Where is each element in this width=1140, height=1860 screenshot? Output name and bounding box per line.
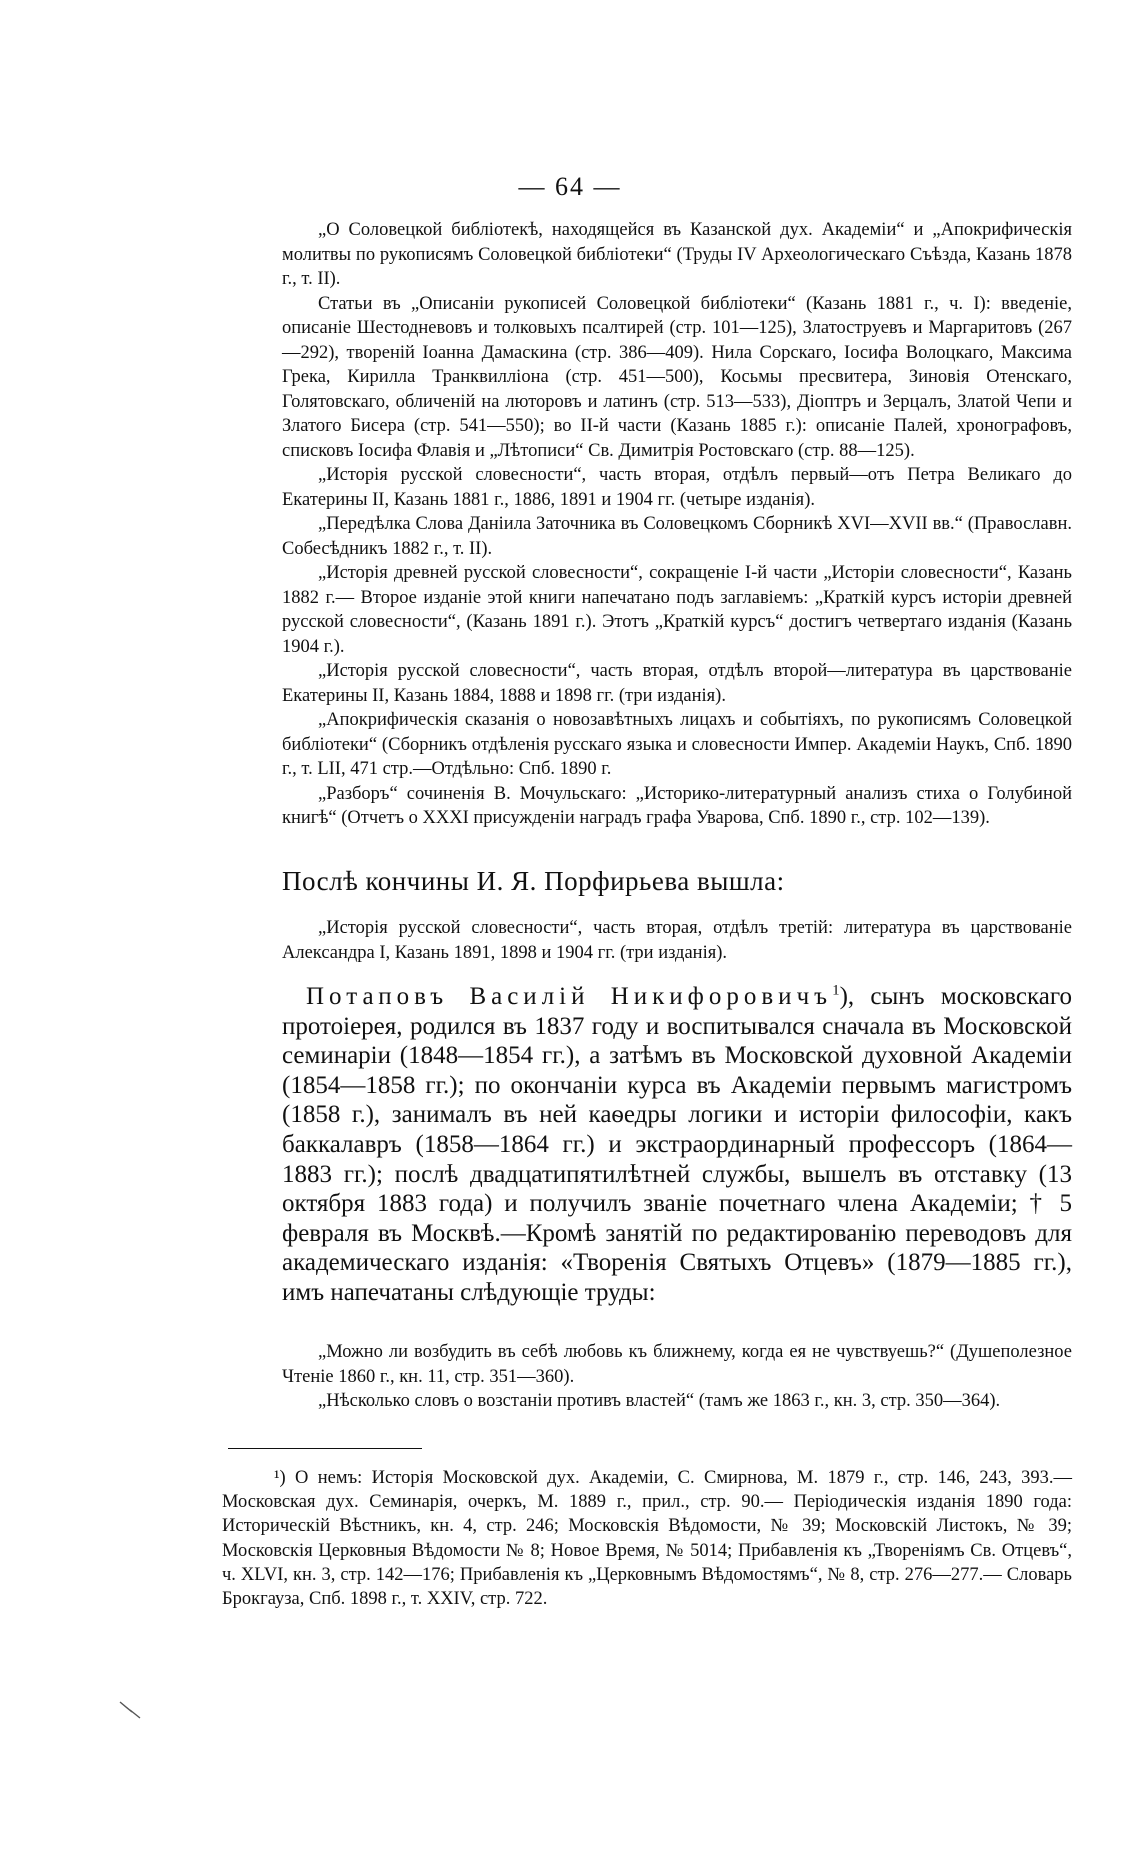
bib-entry: „Можно ли возбудить въ себѣ любовь къ ближнему, когда ея не чувствуешь?“ (Душеполезное Чтеніе 1860 г., кн. 11, стр. 351—360). [282,1342,1072,1387]
biography-text: ), сынъ московскаго протоіерея, родился въ 1837 году и воспитывался сначала въ Московской семинаріи (1848—1854 гг.), а затѣмъ въ Московской духовной Академіи (1854—1858 гг.); по окончаніи курса въ Академіи первымъ магистромъ (1858 г.), занималъ въ ней каѳедры логики и исторіи философіи, какъ баккалавръ (1858—1864 гг.) и экстраординарный профессоръ (1864—1883 гг.); послѣ двадцатипятилѣтней службы, вышелъ въ отставку (13 октября 1883 года) и получилъ званіе почетнаго члена Академіи; † 5 февраля въ Москвѣ.—Кромѣ занятій по редактированію переводовъ для академическаго изданія: «Творенія Святыхъ Отцевъ» (1879—1885 гг.), имъ напечатаны слѣдующіе труды: [282,983,1072,1306]
biography-paragraph [282,982,1072,1308]
bib-entry: „Передѣлка Слова Даніила Заточника въ Соловецкомъ Сборникѣ XVI—XVII вв.“ (Православн. Собесѣдникъ 1882 г., т. II). [282,514,1072,559]
footnote-ref: 1 [832,982,840,999]
bib-entry: „Исторія русской словесности“, часть вторая, отдѣлъ третій: литература въ царствованіе Александра I, Казань 1891, 1898 и 1904 гг. (три изданія). [282,918,1072,963]
footnote [222,1466,1072,1611]
bib-entry: „Исторія русской словесности“, часть вторая, отдѣлъ первый—отъ Петра Великаго до Екатерины II, Казань 1881 г., 1886, 1891 и 1904 гг. (четыре изданія). [282,465,1072,510]
bib-entry: Статьи въ „Описаніи рукописей Соловецкой библіотеки“ (Казань 1881 г., ч. I): введеніе, описаніе Шестодневовъ и толковыхъ псалтирей (стр. 101—125), Златоструевъ и Маргаритовъ (267—292), твореній Іоанна Дамаскина (стр. 386—409). Нила Сорскаго, Іосифа Волоцкаго, Максима Грека, Кирилла Транквилліона (стр. 451—500), Косьмы пресвитера, Зиновія Отенскаго, Голятовскаго, обличеній на люторовъ и латинъ (стр. 513—533), Діоптръ и Зерцалъ, Златой Чепи и Златого Бисера (стр. 541—550); во II-й части (Казань 1885 г.): описаніе Палей, хронографовъ, списковъ Іосифа Флавія и „Лѣтописи“ Св. Димитрія Ростовскаго (стр. 88—125). [282,293,1072,461]
bib-entry: „О Соловецкой библіотекѣ, находящейся въ Казанской дух. Академіи“ и „Апокрифическія молитвы по рукописямъ Соловецкой библіотеки“ (Труды IV Археологическаго Съѣзда, Казань 1878 г., т. II). [282,220,1072,289]
footnote-text: ¹) О немъ: Исторія Московской дух. Академіи, С. Смирнова, М. 1879 г., стр. 146, 243, 393.—Московская дух. Семинарія, очеркъ, М. 1889 г., прил., стр. 90.— Періодическія изданія 1890 года: Историческій Вѣстникъ, кн. 4, стр. 246; Московскія Вѣдомости, № 39; Московскій Листокъ, № 39; Московскія Церковныя Вѣдомости № 8; Новое Время, № 5014; Прибавленія къ „Твореніямъ Св. Отцевъ“, ч. XLVI, кн. 3, стр. 142—176; Прибавленія къ „Церковнымъ Вѣдомостямъ“, № 8, стр. 276—277.— Словарь Брокгауза, Спб. 1898 г., т. XXIV, стр. 722. [222,1468,1072,1610]
footnote-divider [228,1448,422,1449]
bibliography-top [282,218,1072,831]
biography [282,982,1072,1308]
bibliography-potapov [282,1340,1072,1414]
bib-entry: „Разборъ“ сочиненія В. Мочульскаго: „Историко-литературный анализъ стиха о Голубиной книгѣ“ (Отчетъ о XXXI присужденіи наградъ графа Уварова, Спб. 1890 г., стр. 102—139). [282,783,1072,828]
bib-entry: „Исторія древней русской словесности“, сокращеніе I-й части „Исторіи словесности“, Казань 1882 г.— Второе изданіе этой книги напечатано подъ заглавіемъ: „Краткій курсъ исторіи древней русской словесности“, (Казань 1891 г.). Этотъ „Краткій курсъ“ достигъ четвертаго изданія (Казань 1904 г.). [282,563,1072,657]
person-name: Потаповъ Василій Никифоровичъ [306,983,833,1010]
section-heading: Послѣ кончины И. Я. Порфирьева вышла: [282,866,785,896]
bib-entry: „Исторія русской словесности“, часть вторая, отдѣлъ второй—литература въ царствованіе Екатерины II, Казань 1884, 1888 и 1898 гг. (три изданія). [282,661,1072,706]
bib-entry: „Нѣсколько словъ о возстаніи противъ властей“ (тамъ же 1863 г., кн. 3, стр. 350—364). [318,1391,1001,1411]
ink-mark [118,1700,146,1720]
posthumous-entry [282,916,1072,965]
page-number: — 64 — [518,172,622,201]
bib-entry: „Апокрифическія сказанія о новозавѣтныхъ лицахъ и событіяхъ, по рукописямъ Соловецкой библіотеки“ (Сборникъ отдѣленія русскаго языка и словесности Импер. Академіи Наукъ, Спб. 1890 г., т. LII, 471 стр.—Отдѣльно: Спб. 1890 г. [282,710,1072,779]
